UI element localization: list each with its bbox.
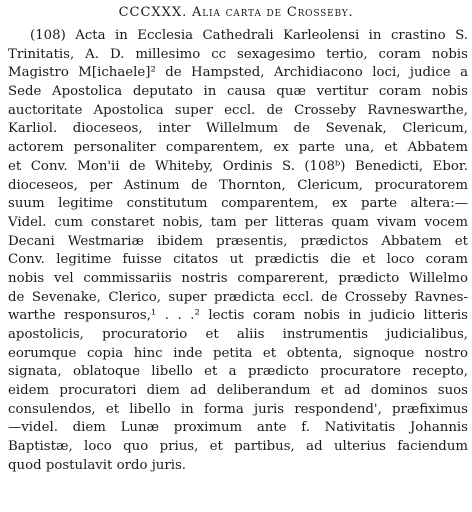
charter-title: Alia carta de Crosseby. (192, 5, 354, 20)
text-line: consulendos, et libello in forma juris respondend', præfiximus (8, 401, 468, 417)
text-line: Decani Westmariæ ibidem præsentis, prædictos Abbatem et (8, 233, 468, 249)
text-line: actorem personaliter comparentem, ex parte una, et Abbatem (8, 140, 468, 156)
text-line: —videl. diem Lunæ proximum ante f. Nativitatis Johannis (8, 420, 468, 436)
text-line: Conv. legitime fuisse citatos ut prædictis die et loco coram (8, 252, 468, 268)
text-line: Baptistæ, loco quo prius, et partibus, ad ulterius faciendum (8, 439, 468, 455)
text-line: (108) Acta in Ecclesia Cathedrali Karleolensi in crastino S. (30, 28, 468, 43)
text-line: dioceseos, per Astinum de Thornton, Clericum, procuratorem (8, 177, 468, 193)
text-line: nobis vel commissariis nostris comparerent, prædicto Willelmo (8, 270, 468, 286)
text-line: apostolicis, procuratorio et aliis instrumentis judicialibus, (8, 327, 468, 342)
text-line: de Sevenake, Clerico, super prædicta eccl. de Crosseby Ravnes- (8, 289, 468, 305)
text-line: Trinitatis, A. D. millesimo cc sexagesimo tertio, coram nobis (8, 46, 468, 62)
text-line: eorumque copia hinc inde petita et obtenta, signoque nostro (8, 345, 468, 361)
text-line: Magistro M[ichaele]² de Hampsted, Archidiacono loci, judice a (8, 65, 468, 81)
text-line: Karliol. dioceseos, inter Willelmum de Sevenak, Clericum, (8, 121, 468, 137)
charter-number: CCCXXX. (118, 5, 188, 20)
text-line: Videl. cum constaret nobis, tam per litteras quam vivam vocem (8, 214, 468, 230)
text-line: auctoritate Apostolica super eccl. de Crosseby Ravneswarthe, (8, 102, 468, 118)
text-line: eidem procuratori diem ad deliberandum et ad dominos suos (8, 383, 468, 399)
text-line: signata, oblatoque libello et a prædicto procuratore recepto, (8, 364, 468, 380)
text-line: suum legitime constitutum comparentem, ex parte altera:— (8, 196, 468, 212)
text-line: quod postulavit ordo juris. (8, 457, 187, 473)
charter-heading (0, 5, 472, 20)
text-line: Sede Apostolica deputato in causa quæ vertitur coram nobis (8, 84, 468, 100)
charter-text (8, 27, 468, 476)
text-line: et Conv. Mon'ii de Whiteby, Ordinis S. (108ᵇ) Benedicti, Ebor. (8, 158, 468, 174)
text-line: warthe responsuros,¹ . . .² lectis coram nobis in judicio litteris (8, 308, 468, 324)
